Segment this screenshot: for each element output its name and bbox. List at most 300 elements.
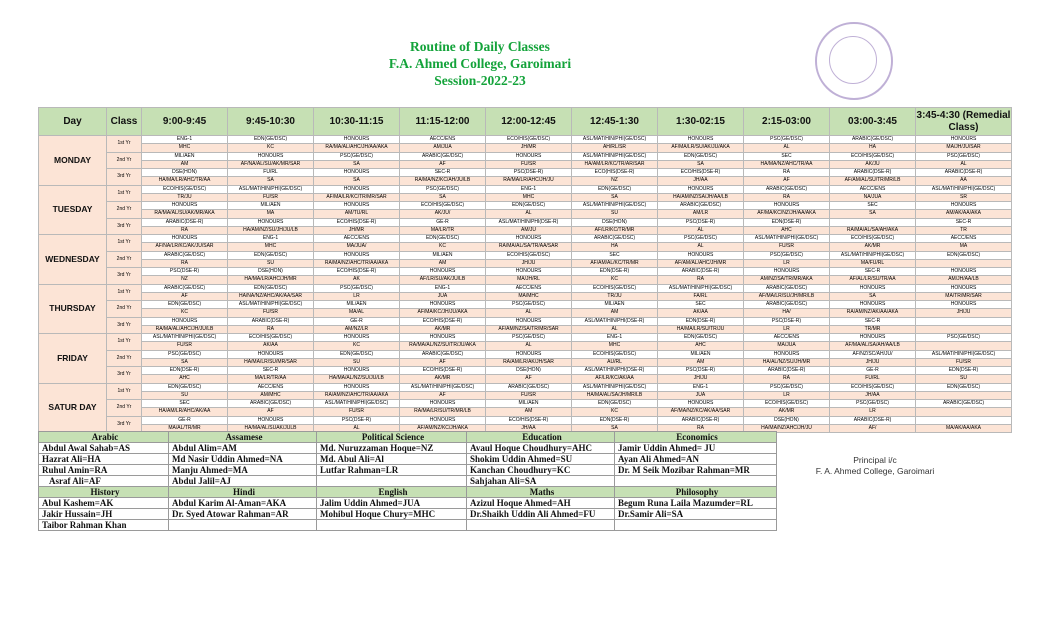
routine-cell: HONOURS: [486, 268, 572, 276]
routine-cell: AECC/ENS: [744, 334, 830, 342]
routine-cell: AL: [744, 144, 830, 152]
routine-cell: HONOURS: [400, 268, 486, 276]
routine-cell: ASL/MAT/HIN/PHI(DSE-R): [486, 218, 572, 226]
teacher-row: [39, 465, 777, 476]
routine-cell: ARABIC(GE/DSC): [486, 383, 572, 391]
routine-row: [39, 152, 1012, 160]
routine-cell: HONOURS: [658, 185, 744, 193]
routine-cell: HA/AM/NZ/SU/JH/JU/LB: [228, 226, 314, 234]
routine-cell: SA: [400, 193, 486, 201]
routine-cell: LR: [830, 408, 916, 416]
subject-header: Philosophy: [615, 487, 777, 498]
teacher-row: [39, 509, 777, 520]
routine-cell: PSC(DSE-R): [142, 268, 228, 276]
routine-cell: HA/AM/LR/KC/TR/AR/SAR: [572, 160, 658, 168]
routine-cell: ECO/HIS(DSE-R): [486, 416, 572, 424]
routine-cell: ECO(HIS(DSE-R): [572, 169, 658, 177]
routine-cell: PSC(DSE-R): [658, 218, 744, 226]
routine-row: [39, 358, 1012, 366]
class-year: 3rd Yr: [107, 218, 142, 235]
day-name: WEDNESDAY: [39, 235, 107, 285]
routine-row: [39, 276, 1012, 284]
routine-cell: TR/JU: [142, 193, 228, 201]
routine-row: [39, 334, 1012, 342]
routine-cell: EDN(GE/DSC): [486, 202, 572, 210]
routine-cell: HA/AL/NZ/SU/JH/MR: [744, 358, 830, 366]
routine-cell: ASL/MAT/HIN/PHI(DSE-R): [572, 367, 658, 375]
teacher-row: [39, 443, 777, 454]
routine-cell: HONOURS: [400, 400, 486, 408]
routine-cell: RA/MA/AL/SU/AK/MR/AKA: [142, 210, 228, 218]
routine-cell: SA: [830, 210, 916, 218]
routine-cell: SEC: [830, 202, 916, 210]
routine-cell: AM/JU: [486, 226, 572, 234]
routine-cell: RA/AM/NZ/AHC/TR/AA/AKA: [314, 391, 400, 399]
routine-cell: HONOURS: [658, 136, 744, 144]
teachers-table: [38, 431, 777, 531]
routine-cell: PSC(DSE-R): [658, 367, 744, 375]
routine-cell: EDN(GE/DSC): [228, 284, 314, 292]
routine-cell: PSC(GE/DSC): [658, 235, 744, 243]
principal-signature: [805, 455, 945, 477]
routine-cell: SU: [228, 259, 314, 267]
routine-cell: AH/RL/SR: [572, 144, 658, 152]
routine-cell: AK/JU/: [400, 210, 486, 218]
routine-cell: ECO/HIS(DSE-R): [658, 169, 744, 177]
routine-cell: RA: [142, 259, 228, 267]
routine-row: [39, 259, 1012, 267]
routine-cell: ECO/HIS(GE/DSC): [572, 284, 658, 292]
routine-cell: AK/MR: [830, 243, 916, 251]
routine-cell: TR: [916, 226, 1012, 234]
routine-cell: AL: [916, 160, 1012, 168]
routine-cell: PSC(GE/DSC): [744, 383, 830, 391]
routine-row: [39, 169, 1012, 177]
routine-cell: SA: [314, 160, 400, 168]
routine-row: [39, 301, 1012, 309]
teacher-cell: Ruhul Amin=RA: [39, 465, 169, 476]
routine-cell: PSC(GE/DSC): [744, 136, 830, 144]
routine-cell: AF/MA/LR/SU/JH/MR/LB: [744, 292, 830, 300]
routine-cell: JH/JU: [658, 375, 744, 383]
routine-cell: HONOURS: [486, 235, 572, 243]
teacher-cell: Abul Kashem=AK: [39, 498, 169, 509]
routine-cell: HONOURS: [658, 251, 744, 259]
routine-cell: FU/SR: [314, 408, 400, 416]
routine-cell: ARABIC(GE/DSC): [744, 301, 830, 309]
routine-cell: PSC(GE/DSC): [142, 350, 228, 358]
routine-cell: MIL/AEN: [228, 202, 314, 210]
routine-cell: GE-R: [400, 218, 486, 226]
class-year: 3rd Yr: [107, 169, 142, 186]
routine-cell: NZ: [142, 276, 228, 284]
routine-cell: HONOURS: [228, 152, 314, 160]
class-year: 3rd Yr: [107, 416, 142, 433]
routine-cell: DSE(HON): [228, 268, 314, 276]
routine-cell: AM: [486, 408, 572, 416]
routine-cell: HA/MA/LR/AHC/TR/AA: [142, 177, 228, 185]
routine-cell: ASL/MAT/HIN/PHI(GE/DSC): [916, 185, 1012, 193]
routine-cell: AECC/ENS: [486, 284, 572, 292]
teacher-cell: Mohibul Hoque Chury=MHC: [317, 509, 467, 520]
routine-cell: PSC(GE/DSC): [916, 334, 1012, 342]
teacher-cell: Jalim Uddin Ahmed=JUA: [317, 498, 467, 509]
routine-cell: AM: [400, 259, 486, 267]
routine-cell: HA/MA/LR/SU/TR/JU: [658, 325, 744, 333]
routine-cell: LR: [744, 325, 830, 333]
subject-header: Political Science: [317, 432, 467, 443]
routine-cell: AHC: [142, 375, 228, 383]
routine-cell: ASL/MAT/HIN/PHI(GE/DSC): [572, 202, 658, 210]
routine-cell: GE-R: [830, 367, 916, 375]
routine-cell: HONOURS: [400, 416, 486, 424]
routine-cell: PSC(GE/DSC): [486, 334, 572, 342]
routine-row: [39, 400, 1012, 408]
teacher-cell: [317, 520, 467, 531]
teacher-cell: Hazrat Ali=HA: [39, 454, 169, 465]
routine-table: [38, 107, 1012, 433]
column-header: 10:30-11:15: [314, 108, 400, 136]
teacher-cell: Md Nasir Uddin Ahmed=NA: [169, 454, 317, 465]
routine-cell: AECC/ENS: [400, 136, 486, 144]
subject-header: Arabic: [39, 432, 169, 443]
routine-cell: ENG-1: [486, 185, 572, 193]
routine-cell: AF: [744, 177, 830, 185]
routine-cell: ARABIC(GE/DSC): [744, 185, 830, 193]
routine-row: [39, 309, 1012, 317]
routine-cell: AECC/ENS: [916, 235, 1012, 243]
routine-cell: AL: [658, 226, 744, 234]
teacher-cell: [317, 476, 467, 487]
routine-cell: DSE(HON): [572, 218, 658, 226]
routine-cell: ASL/MAT/HIN/PHI(GE/DSC): [572, 136, 658, 144]
teacher-cell: [615, 520, 777, 531]
routine-cell: MA/JH/RL: [486, 276, 572, 284]
teacher-cell: Abdul Karim Al-Aman=AKA: [169, 498, 317, 509]
class-year: 2nd Yr: [107, 350, 142, 367]
routine-cell: EDN(DSE-R): [572, 268, 658, 276]
teacher-cell: Manju Ahmed=MA: [169, 465, 317, 476]
routine-cell: ARABIC(GE/DSC): [830, 136, 916, 144]
teacher-cell: [615, 476, 777, 487]
routine-cell: ECO/HIS(DSE-R): [400, 317, 486, 325]
routine-cell: ARABIC(GE/DSC): [142, 251, 228, 259]
routine-row: [39, 160, 1012, 168]
routine-cell: SA: [658, 160, 744, 168]
routine-cell: EDN(DSE-R): [142, 367, 228, 375]
routine-cell: PSC(DSE-R): [744, 317, 830, 325]
routine-cell: AECC/ENS: [830, 185, 916, 193]
routine-cell: EDN(GE/DSC): [572, 185, 658, 193]
routine-cell: JH/JU: [916, 309, 1012, 317]
column-header: 12:00-12:45: [486, 108, 572, 136]
routine-row: [39, 243, 1012, 251]
routine-cell: MA/FU/RL: [830, 259, 916, 267]
routine-cell: RA/MA/AL/AHC/JH/AA/AKA: [314, 144, 400, 152]
routine-cell: HONOURS: [916, 202, 1012, 210]
routine-cell: MIL/AEN: [400, 251, 486, 259]
routine-cell: FU/SR: [486, 160, 572, 168]
routine-cell: SEC: [572, 251, 658, 259]
class-year: 3rd Yr: [107, 317, 142, 334]
routine-cell: EDN(DSE-R): [658, 317, 744, 325]
routine-cell: [916, 259, 1012, 267]
routine-cell: AM/TU/RL: [314, 210, 400, 218]
routine-row: [39, 251, 1012, 259]
class-year: 1st Yr: [107, 185, 142, 202]
routine-cell: HONOURS: [228, 416, 314, 424]
routine-cell: EDN(GE/DSC): [228, 136, 314, 144]
routine-cell: AM/MHC: [228, 391, 314, 399]
routine-cell: JH/AA: [658, 177, 744, 185]
class-year: 3rd Yr: [107, 268, 142, 285]
routine-cell: ECO/HIS(GE/DSC): [486, 136, 572, 144]
routine-row: [39, 226, 1012, 234]
teacher-cell: Jakir Hussain=JH: [39, 509, 169, 520]
routine-cell: SEC-R: [228, 367, 314, 375]
routine-cell: ECO/HIS(GE/DSC): [830, 235, 916, 243]
routine-cell: EDN(DSE-R): [916, 367, 1012, 375]
routine-cell: HONOURS: [314, 383, 400, 391]
routine-cell: HONOURS: [228, 350, 314, 358]
routine-cell: AF/AM/NZ/SA/TR/MR/SAR: [486, 325, 572, 333]
routine-cell: MHC: [142, 144, 228, 152]
routine-row: [39, 284, 1012, 292]
routine-cell: ARABIC(DSE-R): [658, 268, 744, 276]
routine-cell: HONOURS: [400, 334, 486, 342]
routine-cell: HONOURS: [314, 251, 400, 259]
column-header: 1:30-02:15: [658, 108, 744, 136]
routine-cell: AF: [142, 292, 228, 300]
routine-row: [39, 375, 1012, 383]
routine-row: [39, 317, 1012, 325]
routine-cell: FA/RL: [658, 292, 744, 300]
routine-cell: ARABIC(GE/DSC): [142, 284, 228, 292]
subject-header-row: [39, 487, 777, 498]
class-year: 2nd Yr: [107, 301, 142, 318]
routine-cell: KC: [572, 276, 658, 284]
routine-header-row: [39, 108, 1012, 136]
routine-cell: RA/MA/NZ/KC/AH/JU/LB: [400, 177, 486, 185]
routine-cell: TR/MR: [830, 325, 916, 333]
routine-cell: SA: [572, 424, 658, 432]
routine-cell: ENG-1: [572, 334, 658, 342]
routine-cell: ARABIC(DSE-R): [830, 416, 916, 424]
routine-cell: AM/JUA: [400, 144, 486, 152]
routine-cell: MA: [228, 210, 314, 218]
routine-cell: NZ: [572, 177, 658, 185]
routine-cell: FU/SR: [228, 309, 314, 317]
column-header: Day: [39, 108, 107, 136]
routine-cell: ARABIC(DSE-R): [142, 218, 228, 226]
routine-cell: AF/LR/KC/TR/MR: [572, 226, 658, 234]
routine-cell: ECO/HIS(GE/DSC): [400, 202, 486, 210]
routine-cell: RA/AM/NZ/AK/AA/AKA: [830, 309, 916, 317]
session: Session-2022-23: [434, 73, 526, 88]
routine-cell: MA/AL/TR/MR: [142, 424, 228, 432]
routine-cell: RA/MA/LR/AHC/JH/JU: [486, 177, 572, 185]
routine-cell: AM/JH/AA/LB: [916, 276, 1012, 284]
routine-cell: AHC: [744, 226, 830, 234]
routine-cell: MA/MHC: [486, 292, 572, 300]
routine-cell: HA/MA/AL/SUAK/JULB: [228, 424, 314, 432]
routine-cell: [916, 408, 1012, 416]
routine-cell: AU/RL: [572, 358, 658, 366]
routine-cell: AF/MA/KC/JH/JU/AKA: [400, 309, 486, 317]
routine-cell: FU/SR: [142, 342, 228, 350]
signature-title: Principal i/c: [853, 455, 897, 465]
routine-cell: MHC: [486, 193, 572, 201]
routine-cell: HONOURS: [142, 317, 228, 325]
day-name: SATUR DAY: [39, 383, 107, 433]
routine-cell: ECO/HIS(GE/DSC): [486, 251, 572, 259]
routine-cell: HONOURS: [916, 268, 1012, 276]
routine-cell: HA/MA/LR/SU/MR/SAR: [228, 358, 314, 366]
routine-cell: HA/MA/NZ/AHC/TR/AA: [744, 160, 830, 168]
routine-cell: AF/MA/AL/SA/AH/AA/LB: [830, 342, 916, 350]
routine-cell: AF/AM/AL/SU/TR/MR/LB: [830, 177, 916, 185]
routine-cell: AM: [572, 309, 658, 317]
class-year: 2nd Yr: [107, 152, 142, 169]
routine-cell: AF/LR/KC/AK/AA: [572, 375, 658, 383]
subject-header: Education: [467, 432, 615, 443]
routine-cell: SEC-R: [830, 317, 916, 325]
routine-cell: HONOURS: [142, 202, 228, 210]
routine-cell: RA/AM/LR/AK/JH/SAR: [486, 358, 572, 366]
routine-cell: HONOURS: [314, 367, 400, 375]
routine-cell: ECO/HIS(DSE-R): [314, 218, 400, 226]
routine-cell: EDN(GE/DSC): [314, 350, 400, 358]
routine-cell: HONOURS: [142, 235, 228, 243]
routine-cell: HONOURS: [916, 284, 1012, 292]
routine-cell: ASL/MAT/HIN/PHI(GE/DSC): [572, 152, 658, 160]
routine-cell: ASL/MAT/HIN/PHI(DSE-R): [572, 317, 658, 325]
routine-cell: FU/RL: [228, 169, 314, 177]
routine-cell: SA: [830, 292, 916, 300]
routine-cell: ARABIC(GE/DSC): [658, 202, 744, 210]
routine-cell: EDN(DSE-R): [744, 218, 830, 226]
routine-cell: ARABIC(GE/DSC): [744, 284, 830, 292]
routine-cell: JUA: [400, 292, 486, 300]
routine-cell: HONOURS: [658, 400, 744, 408]
routine-cell: AK/AA: [228, 342, 314, 350]
routine-cell: SU: [314, 358, 400, 366]
routine-cell: PSC(GE/DSC): [314, 284, 400, 292]
routine-cell: [916, 342, 1012, 350]
teacher-row: [39, 498, 777, 509]
routine-cell: ECO/HIS(GE/DSC): [744, 400, 830, 408]
routine-cell: AK/MR: [400, 325, 486, 333]
routine-cell: PSC(GE/DSC): [314, 152, 400, 160]
routine-cell: AECC/ENS: [228, 383, 314, 391]
routine-cell: ARABIC(GE/DSC): [400, 350, 486, 358]
routine-cell: AF/MA/LR/SU/AK/JU/AKA: [658, 144, 744, 152]
class-year: 3rd Yr: [107, 367, 142, 384]
routine-row: [39, 325, 1012, 333]
routine-cell: AA: [916, 177, 1012, 185]
routine-cell: AF: [400, 160, 486, 168]
routine-cell: HONOURS: [916, 136, 1012, 144]
day-name: MONDAY: [39, 136, 107, 186]
routine-row: [39, 185, 1012, 193]
routine-cell: RA: [658, 276, 744, 284]
routine-cell: JH/JU: [486, 259, 572, 267]
routine-cell: DSE(HON): [744, 416, 830, 424]
routine-cell: ASL/MAT/HIN/PHI(GE/DSC): [916, 350, 1012, 358]
teachers-body: [39, 432, 777, 531]
routine-cell: SU: [572, 210, 658, 218]
routine-cell: ARABIC(GE/DSC): [400, 152, 486, 160]
routine-cell: ECO/HIS(DSE-R): [314, 268, 400, 276]
routine-cell: AF/NA/AL/SU/AK/MR/SAR: [228, 160, 314, 168]
title: Routine of Daily Classes: [410, 39, 550, 54]
routine-cell: SA: [314, 177, 400, 185]
routine-cell: AM/NZ/SA/TR/MR/AKA: [744, 276, 830, 284]
routine-cell: AHC: [658, 342, 744, 350]
routine-cell: HA/AM/NZ/SA/JH/AA/LB: [658, 193, 744, 201]
routine-cell: MHC: [572, 342, 658, 350]
routine-cell: HONOURS: [314, 185, 400, 193]
column-header: Class: [107, 108, 142, 136]
college-name: F.A. Ahmed College, Garoimari: [388, 56, 572, 71]
routine-cell: FU/SR: [744, 243, 830, 251]
column-header: 11:15-12:00: [400, 108, 486, 136]
routine-cell: LR: [314, 292, 400, 300]
teacher-cell: Md. Abul Ali=Al: [317, 454, 467, 465]
column-header: 9:45-10:30: [228, 108, 314, 136]
routine-cell: DSE(HON): [486, 367, 572, 375]
routine-cell: HA/MA/LR/AHC/JH/MR: [228, 276, 314, 284]
routine-cell: SEC-R: [830, 268, 916, 276]
routine-cell: MA: [916, 243, 1012, 251]
routine-cell: HONOURS: [486, 152, 572, 160]
routine-cell: MIL/AEN: [142, 152, 228, 160]
routine-cell: KC: [142, 309, 228, 317]
routine-cell: HA/NA/NZ/AHC/AK/AA/SAR: [228, 292, 314, 300]
routine-cell: JH/MR: [486, 144, 572, 152]
routine-cell: AF/AM/AL/AHC/JH/MR: [658, 259, 744, 267]
routine-cell: ASL/MAT/HIN/PHI(GE/DSC): [314, 400, 400, 408]
teacher-cell: Shokim Uddin Ahmed=SU: [467, 454, 615, 465]
class-year: 1st Yr: [107, 334, 142, 351]
routine-cell: EDN(GE/DSC): [572, 400, 658, 408]
teacher-cell: [467, 520, 615, 531]
teacher-row: [39, 476, 777, 487]
routine-cell: HONOURS: [916, 301, 1012, 309]
subject-header: History: [39, 487, 169, 498]
routine-cell: ASL/MAT/HIN/PHI(GE/DSC): [658, 284, 744, 292]
routine-cell: AF/AM/NZ/KC/JH/AKA: [400, 424, 486, 432]
routine-cell: AF: [400, 358, 486, 366]
routine-cell: SA: [228, 177, 314, 185]
routine-cell: DSE(HON): [142, 169, 228, 177]
routine-cell: ENG-1: [400, 284, 486, 292]
routine-cell: ARABIC(DSE-R): [658, 416, 744, 424]
routine-cell: ASL/MAT/HIN/PHI(GE/DSC): [830, 251, 916, 259]
routine-cell: AK/MR: [400, 375, 486, 383]
routine-cell: KC: [314, 342, 400, 350]
routine-cell: SEC-R: [916, 218, 1012, 226]
routine-cell: PSC(GE/DSC): [486, 301, 572, 309]
routine-cell: ECO/HIS(GE/DSC): [830, 383, 916, 391]
routine-cell: AM/AK/AA/AKA: [916, 210, 1012, 218]
routine-body: [39, 136, 1012, 433]
routine-cell: [916, 325, 1012, 333]
routine-cell: HONOURS: [314, 202, 400, 210]
routine-cell: ARABIC(DSE-R): [744, 367, 830, 375]
routine-cell: MA/AL: [314, 309, 400, 317]
routine-cell: GE-R: [314, 317, 400, 325]
